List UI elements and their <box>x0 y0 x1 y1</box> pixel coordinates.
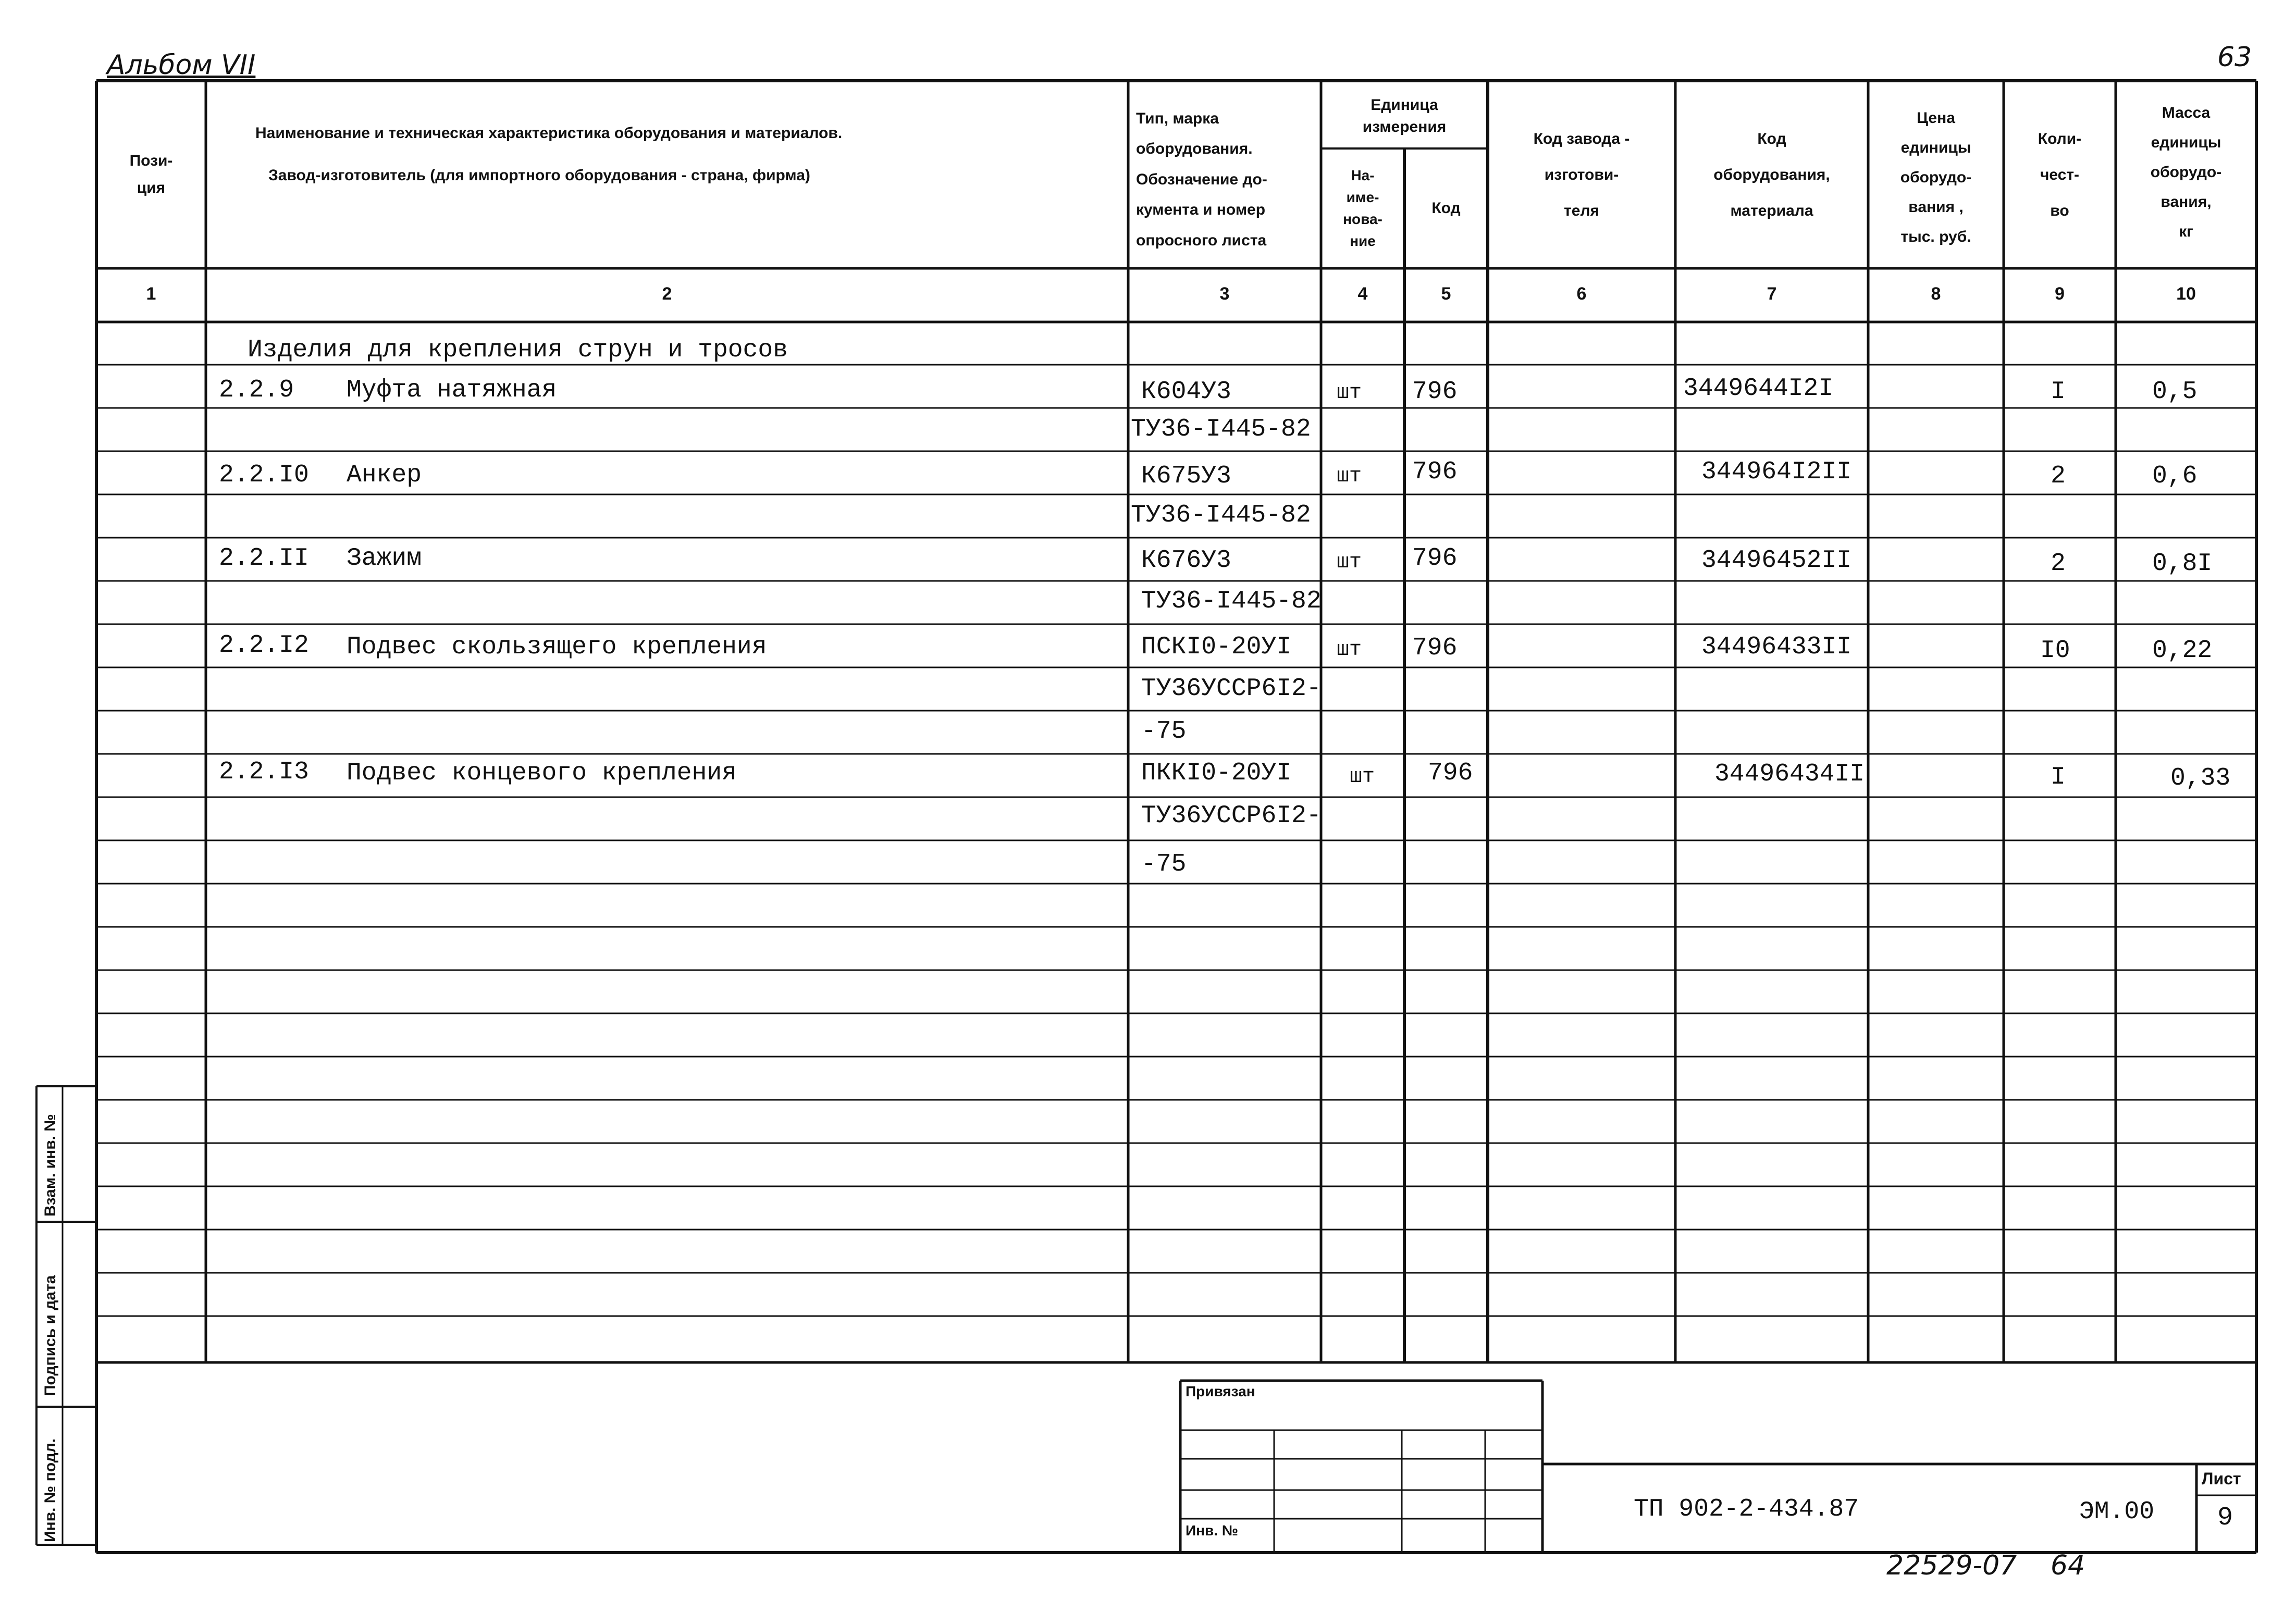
header-type: Тип, марка оборудования. Обозначение до- кумента и номер опросного листа <box>1136 109 1267 249</box>
row-type: ПСКI0-20УI <box>1141 633 1292 661</box>
row-name: Анкер <box>347 461 422 489</box>
row-unit: шт <box>1337 465 1362 488</box>
row-equipment-code: 34496452II <box>1701 547 1852 575</box>
row-equipment-code: 3449644I2I <box>1683 375 1834 403</box>
header-unit-name: На- име- нова- ние <box>1343 167 1382 249</box>
header-price: Цена единицы оборудо- вания , тыс. руб. <box>1900 109 1972 245</box>
stamp-podpis: Подпись и дата <box>42 1275 59 1396</box>
row-unit-code: 796 <box>1412 458 1458 486</box>
footer-number: 22529-07 <box>1886 1550 2017 1581</box>
header-name-line1: Наименование и техническая характеристика оборудования и материалов. <box>255 125 843 142</box>
row-type: К676У3 <box>1141 547 1231 575</box>
sheet-number: 9 <box>2217 1503 2233 1533</box>
row-type-doc: ТУ36-I445-82 <box>1131 415 1311 443</box>
header-unit-code: Код <box>1431 199 1461 217</box>
row-quantity: I0 <box>2040 637 2070 665</box>
header-equipment-code: Код оборудования, материала <box>1713 130 1830 219</box>
row-position: 2.2.I0 <box>219 461 309 489</box>
header-position: Пози- ция <box>129 152 173 196</box>
colnum-6: 6 <box>1576 284 1587 304</box>
row-position: 2.2.I3 <box>219 758 309 786</box>
colnum-10: 10 <box>2176 284 2196 304</box>
row-type-doc: ТУ36-I445-82 <box>1141 587 1322 615</box>
row-type-doc: ТУ36УССР6I2- <box>1141 675 1322 703</box>
row-equipment-code: 34496434II <box>1714 760 1865 788</box>
header-mass: Масса единицы оборудо- вания, кг <box>2150 104 2222 240</box>
stamp-inv: Инв. № подл. <box>42 1438 59 1542</box>
header-name <box>255 120 1115 198</box>
row-name: Муфта натяжная <box>347 376 557 404</box>
row-unit: шт <box>1337 551 1362 574</box>
colnum-8: 8 <box>1931 284 1941 304</box>
row-quantity: I <box>2051 378 2066 406</box>
row-name: Подвес скользящего крепления <box>347 633 767 661</box>
colnum-3: 3 <box>1219 284 1230 304</box>
row-unit: шт <box>1337 381 1362 405</box>
row-mass: 0,5 <box>2152 378 2198 406</box>
row-equipment-code: 344964I2II <box>1701 458 1852 486</box>
row-type-doc-cont: -75 <box>1141 850 1187 878</box>
inv-no-label: Инв. № <box>1186 1522 1239 1539</box>
row-name: Зажим <box>347 544 422 573</box>
row-mass: 0,22 <box>2152 637 2213 665</box>
privyazan-label: Привязан <box>1186 1383 1255 1399</box>
page-number: 63 <box>2217 42 2252 73</box>
colnum-4: 4 <box>1357 284 1368 304</box>
row-unit: шт <box>1337 638 1362 662</box>
row-name: Подвес концевого крепления <box>347 759 737 787</box>
row-position: 2.2.9 <box>219 376 294 404</box>
colnum-7: 7 <box>1767 284 1777 304</box>
colnum-1: 1 <box>146 284 156 304</box>
row-quantity: 2 <box>2051 550 2066 578</box>
row-unit-code: 796 <box>1412 378 1458 406</box>
colnum-2: 2 <box>662 284 672 304</box>
colnum-9: 9 <box>2055 284 2065 304</box>
row-type: К604У3 <box>1141 378 1231 406</box>
header-factory-code: Код завода - изготови- теля <box>1533 130 1630 219</box>
header-name-line2: Завод-изготовитель (для импортного оборудования - страна, фирма) <box>268 166 810 184</box>
row-mass: 0,33 <box>2170 764 2231 792</box>
row-type-doc-cont: -75 <box>1141 717 1187 746</box>
row-mass: 0,6 <box>2152 462 2198 490</box>
header-unit-group: Единица измерения <box>1362 96 1447 135</box>
row-unit-code: 796 <box>1412 544 1458 573</box>
row-mass: 0,8I <box>2152 550 2213 578</box>
row-type: К675У3 <box>1141 462 1231 490</box>
sheet-label: Лист <box>2202 1469 2241 1488</box>
row-unit-code: 796 <box>1412 634 1458 662</box>
colnum-5: 5 <box>1441 284 1451 304</box>
stamp-vzam: Взам. инв. № <box>42 1114 59 1217</box>
album-label: Альбом VII <box>107 49 256 81</box>
footer-page: 64 <box>2051 1550 2085 1581</box>
row-type-doc: ТУ36-I445-82 <box>1131 501 1311 529</box>
row-position: 2.2.I2 <box>219 631 309 660</box>
row-type: ПККI0-20УI <box>1141 759 1292 787</box>
row-unit: шт <box>1350 765 1375 789</box>
row-type-doc: ТУ36УССР6I2- <box>1141 802 1322 830</box>
row-quantity: 2 <box>2051 462 2066 490</box>
doc-code: ТП 902-2-434.87 <box>1634 1495 1859 1523</box>
header-quantity: Коли- чест- во <box>2038 130 2082 219</box>
sheet-code: ЭМ.00 <box>2079 1498 2155 1526</box>
row-quantity: I <box>2051 763 2066 791</box>
section-title: Изделия для крепления струн и тросов <box>248 336 788 364</box>
row-unit-code: 796 <box>1428 759 1473 787</box>
row-position: 2.2.II <box>219 544 309 573</box>
row-equipment-code: 34496433II <box>1701 633 1852 661</box>
